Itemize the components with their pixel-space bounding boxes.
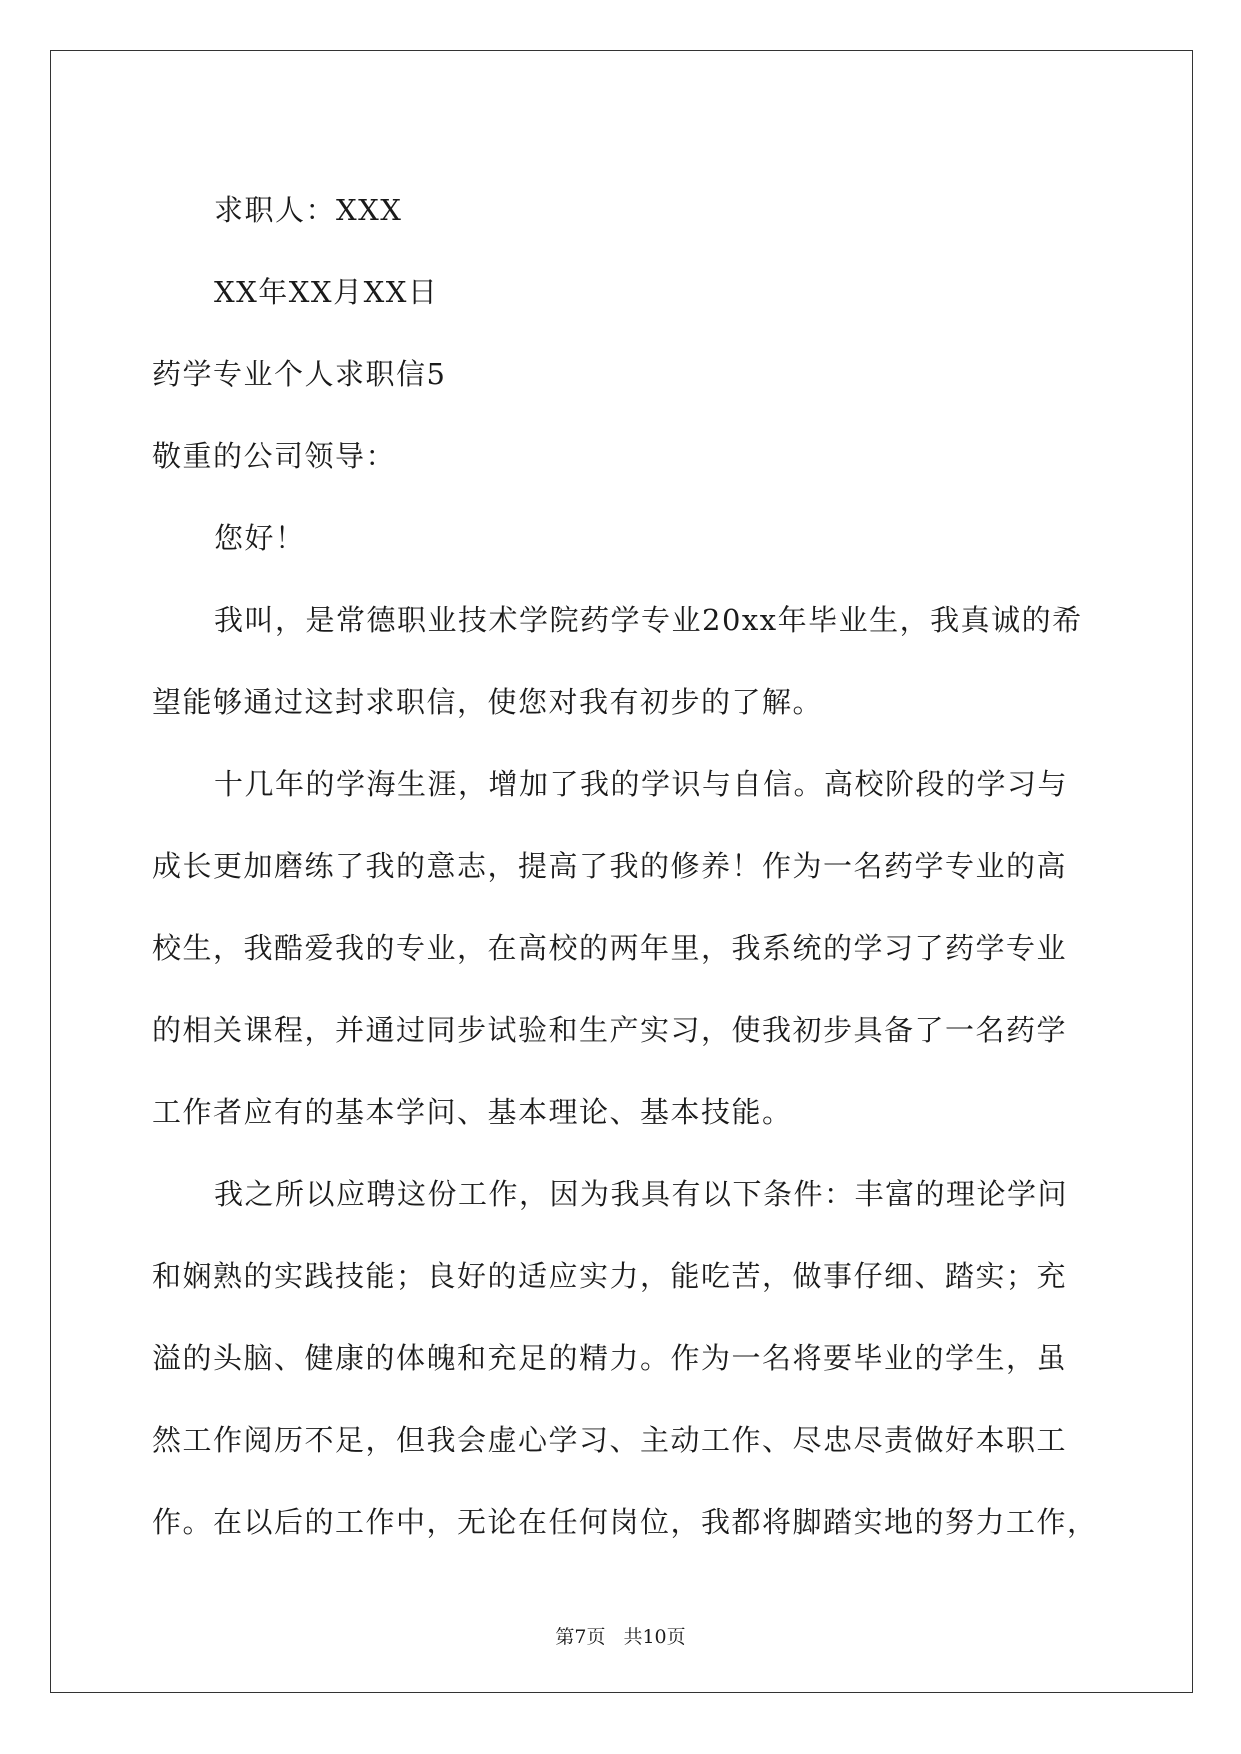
text-line-content: 和娴熟的实践技能；良好的适应实力，能吃苦，做事仔细、踏实；充 [152, 1259, 1068, 1293]
text-line [152, 252, 1092, 334]
text-line [152, 1154, 1092, 1236]
total-pages-label: 共10页 [623, 1626, 686, 1648]
text-line-content: 然工作阅历不足，但我会虚心学习、主动工作、尽忠尽责做好本职工 [152, 1423, 1068, 1457]
text-line-content: 敬重的公司领导： [152, 439, 397, 473]
text-line [152, 908, 1092, 990]
current-page-label: 第7页 [555, 1626, 606, 1648]
document-body [152, 170, 1098, 1564]
text-line [152, 1236, 1092, 1318]
text-line [152, 1072, 1092, 1154]
text-line-content: 药学专业个人求职信5 [152, 357, 447, 391]
text-line [152, 744, 1092, 826]
text-line-content: 十几年的学海生涯，增加了我的学识与自信。高校阶段的学习与 [214, 767, 1069, 801]
page-footer [0, 1622, 1241, 1649]
text-line-content: 校生，我酷爱我的专业，在高校的两年里，我系统的学习了药学专业 [152, 931, 1068, 965]
text-line [152, 1482, 1098, 1564]
text-line-content: 作。在以后的工作中，无论在任何岗位，我都将脚踏实地的努力工作， [152, 1505, 1098, 1539]
text-line [152, 580, 1092, 662]
text-line-content: 溢的头脑、健康的体魄和充足的精力。作为一名将要毕业的学生，虽 [152, 1341, 1068, 1375]
text-line [152, 826, 1092, 908]
text-line [152, 334, 1092, 416]
text-line-content: 我之所以应聘这份工作，因为我具有以下条件：丰富的理论学问 [214, 1177, 1069, 1211]
text-line [152, 170, 1092, 252]
text-line [152, 990, 1092, 1072]
text-line [152, 416, 1092, 498]
text-line [152, 498, 1092, 580]
text-line-content: 我叫，是常德职业技术学院药学专业20xx年毕业生，我真诚的希 [214, 603, 1083, 637]
text-line [152, 1400, 1092, 1482]
text-line-content: 的相关课程，并通过同步试验和生产实习，使我初步具备了一名药学 [152, 1013, 1068, 1047]
text-line-content: 求职人：XXX [214, 193, 403, 227]
text-line-content: 望能够通过这封求职信，使您对我有初步的了解。 [152, 685, 824, 719]
text-line-content: 工作者应有的基本学问、基本理论、基本技能。 [152, 1095, 793, 1129]
text-line [152, 662, 1092, 744]
text-line [152, 1318, 1092, 1400]
text-line-content: 成长更加磨练了我的意志，提高了我的修养！作为一名药学专业的高 [152, 849, 1068, 883]
text-line-content: 您好！ [214, 521, 306, 555]
text-line-content: XX年XX月XX日 [214, 275, 439, 309]
